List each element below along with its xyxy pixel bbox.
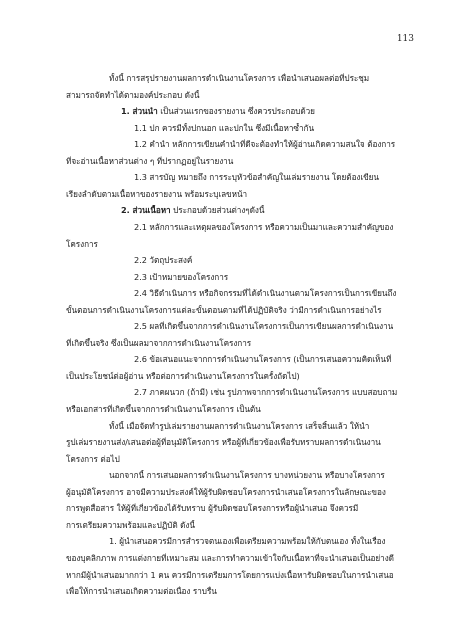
text-line [66, 570, 412, 580]
text-line [66, 106, 452, 116]
line-text: โครงการ [66, 238, 98, 249]
text-line [66, 90, 412, 100]
text-line [66, 536, 452, 546]
text-line [66, 520, 412, 530]
line-text: ทั้งนี้ การสรุปรายงานผลการดำเนินงานโครงการ เพื่อนำเสนอผลต่อที่ประชุม [109, 73, 370, 83]
text-line [66, 156, 412, 166]
text-line [66, 239, 412, 249]
line-text: ประกอบด้วยส่วนต่างๆดังนี้ [170, 205, 265, 216]
line-text: 1.1 ปก ควรมีทั้งปกนอก และปกใน ซึ่งมีเนื้อหาซ้ำกัน [134, 122, 314, 133]
line-text: 2.2 วัตถุประสงค์ [134, 255, 193, 266]
text-line [66, 189, 412, 199]
line-text: ขั้นตอนการดำเนินงานโครงการแต่ละขั้นตอนตามที่ได้ปฏิบัติจริง ว่ามีการดำเนินการอย่างไร [66, 304, 382, 315]
text-line [66, 421, 452, 431]
text-line [66, 404, 412, 414]
text-line [66, 487, 412, 497]
text-line [66, 222, 452, 232]
text-line [66, 123, 452, 133]
line-text: เป็นส่วนแรกของรายงาน ซึ่งควรประกอบด้วย [157, 106, 315, 117]
line-text: สามารถจัดทำได้ตามองค์ประกอบ ดังนี้ [66, 89, 200, 100]
line-text: 2.4 วิธีดำเนินการ หรือกิจกรรมที่ได้ดำเนินงานตามโครงการเป็นการเขียนถึง [134, 288, 397, 299]
text-line [66, 586, 412, 596]
text-line [66, 553, 412, 563]
line-text: เพื่อให้การนำเสนอเกิดความต่อเนื่อง ราบรื่น [66, 586, 217, 597]
line-text: การเตรียมความพร้อมและปฏิบัติ ดังนี้ [66, 519, 195, 530]
line-text: ของบุคลิกภาพ การแต่งกายที่เหมาะสม และการทำความเข้าใจกับเนื้อหาที่จะนำเสนอเป็นอย่างดี [66, 552, 394, 563]
line-text: เป็นประโยชน์ต่อผู้อ่าน หรือต่อการดำเนินงานโครงการในครั้งถัดไป) [66, 370, 300, 381]
line-text: 2.7 ภาคผนวก (ถ้ามี) เช่น รูปภาพจากการดำเนินงานโครงการ แบบสอบถาม [134, 387, 398, 398]
line-text: หรือเอกสารที่เกิดขึ้นจากการดำเนินงานโครงการ เป็นต้น [66, 404, 261, 414]
line-text: 1.3 สารบัญ หมายถึง การระบุหัวข้อสำคัญในเล่มรายงาน โดยต้องเขียน [134, 172, 379, 183]
text-line [66, 454, 412, 464]
line-text: รูปเล่มรายงานส่ง/เสนอต่อผู้ที่อนุมัติโครงการ หรือผู้ที่เกี่ยวข้องเพื่อรับทราบผลการดำเนินงาน [66, 437, 381, 448]
line-text: การพูดสื่อสาร ให้ผู้ที่เกี่ยวข้องได้รับทราบ ผู้รับผิดชอบโครงการหรือผู้นำเสนอ จึงควรมี [66, 503, 359, 514]
text-line [66, 288, 452, 298]
line-text: โครงการ ต่อไป [66, 453, 120, 464]
text-line [66, 272, 452, 282]
text-line [66, 139, 452, 149]
text-line [66, 305, 412, 315]
text-line [66, 387, 452, 397]
text-line [66, 437, 412, 447]
line-text: 2.6 ข้อเสนอแนะจากการดำเนินงานโครงการ (เป็นการเสนอความคิดเห็นที่ [134, 354, 392, 365]
text-line [66, 205, 452, 215]
line-text: 2.3 เป้าหมายของโครงการ [134, 271, 229, 282]
text-line [66, 321, 452, 331]
text-line [66, 73, 452, 83]
line-text: ที่จะอ่านเนื้อหาส่วนต่าง ๆ ที่ปรากฏอยู่ในรายงาน [66, 155, 234, 166]
line-text: ผู้อนุมัติโครงการ อาจมีความประสงค์ให้ผู้รับผิดชอบโครงการนำเสนอโครงการในลักษณะของ [66, 486, 386, 497]
line-text: 2.1 หลักการและเหตุผลของโครงการ หรือความเป็นมาและความสำคัญของ [134, 221, 394, 232]
text-line [66, 503, 412, 513]
text-line [66, 255, 452, 265]
line-text: เรียงลำดับตามเนื้อหาของรายงาน พร้อมระบุเลขหน้า [66, 188, 248, 199]
line-text: 1.2 คำนำ หลักการเขียนคำนำที่ดีจะต้องทำให้ผู้อ่านเกิดความสนใจ ต้องการ [134, 139, 396, 150]
section-heading: 2. ส่วนเนื้อหา [121, 205, 171, 216]
text-line [66, 172, 452, 182]
line-text: 1. ผู้นำเสนอควรมีการสำรวจตนเองเพื่อเตรียมความพร้อมให้กับตนเอง ทั้งในเรื่อง [109, 536, 386, 547]
line-text: นอกจากนี้ การเสนอผลการดำเนินงานโครงการ บางหน่วยงาน หรือบางโครงการ [109, 470, 385, 481]
text-line [66, 371, 412, 381]
text-line [66, 354, 452, 364]
line-text: หากมีผู้นำเสนอมากกว่า 1 คน ควรมีการเตรียมการโดยการแบ่งเนื้อหารับผิดชอบในการนำเสนอ [66, 569, 394, 580]
line-text: ทั้งนี้ เมื่อจัดทำรูปเล่มรายงานผลการดำเนินงานโครงการ เสร็จสิ้นแล้ว ให้นำ [109, 420, 370, 431]
text-line [66, 470, 452, 480]
text-line [66, 338, 412, 348]
line-text: 2.5 ผลที่เกิดขึ้นจากการดำเนินงานโครงการเป็นการเขียนผลการดำเนินงาน [134, 321, 394, 332]
page-number: 113 [396, 34, 414, 44]
section-heading: 1. ส่วนนำ [121, 106, 158, 117]
line-text: ที่เกิดขึ้นจริง ซึ่งเป็นผลมาจากการดำเนินงานโครงการ [66, 337, 252, 348]
